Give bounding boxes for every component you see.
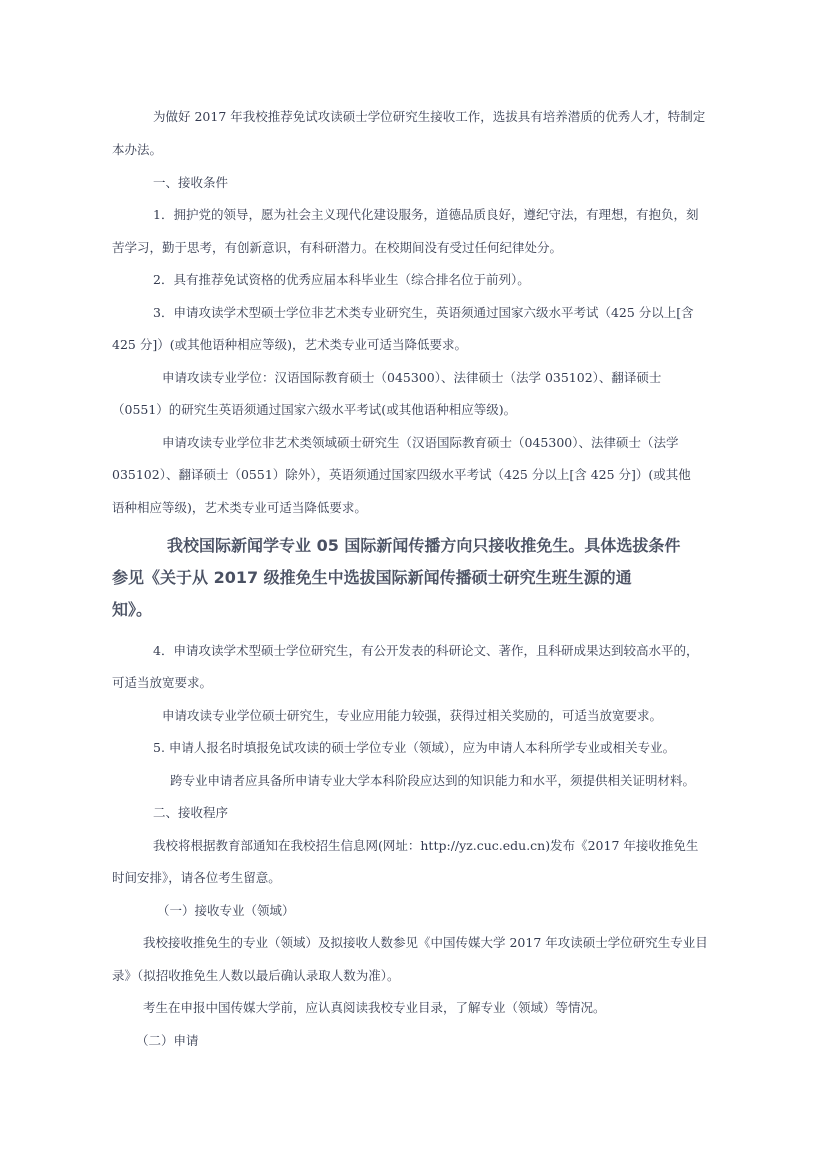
- condition-3-professional-line-2: （0551）的研究生英语须通过国家六级水平考试(或其他语种相应等级)。: [112, 402, 517, 417]
- condition-2: 2．具有推荐免试资格的优秀应届本科毕业生（综合排名位于前列）。: [153, 272, 530, 287]
- procedure-paragraph-line-1: 我校将根据教育部通知在我校招生信息网(网址：http://yz.cuc.edu.cn)发布《2017 年接收推免生: [153, 838, 699, 853]
- condition-5-cross-major: 跨专业申请者应具备所申请专业大学本科阶段应达到的知识能力和水平，须提供相关证明材料。: [170, 773, 696, 788]
- bold-notice-line-1: 我校国际新闻学专业 05 国际新闻传播方向只接收推免生。具体选拔条件: [167, 536, 681, 555]
- bold-notice-line-3: 知》。: [112, 600, 153, 619]
- condition-1-line-2: 苦学习，勤于思考，有创新意识，有科研潜力。在校期间没有受过任何纪律处分。: [112, 240, 563, 255]
- condition-4-line-2: 可适当放宽要求。: [112, 675, 213, 690]
- section-heading-conditions: 一、接收条件: [153, 175, 229, 190]
- condition-3-line-1: 3．申请攻读学术型硕士学位非艺术类专业研究生，英语须通过国家六级水平考试（425 分以上[含: [153, 305, 694, 320]
- condition-4-professional: 申请攻读专业学位硕士研究生，专业应用能力较强，获得过相关奖励的，可适当放宽要求。: [162, 708, 663, 723]
- condition-3-nonart-line-3: 语种相应等级)，艺术类专业可适当降低要求。: [112, 500, 367, 515]
- condition-1-line-1: 1．拥护党的领导，愿为社会主义现代化建设服务，道德品质良好，遵纪守法，有理想，有抱负，刻: [153, 207, 699, 222]
- condition-3-professional-line-1: 申请攻读专业学位：汉语国际教育硕士（045300）、法律硕士（法学 035102）、翻译硕士: [162, 370, 662, 385]
- majors-paragraph-line-2: 录》（拟招收推免生人数以最后确认录取人数为准）。: [112, 968, 400, 983]
- subheading-majors: （一）接收专业（领域）: [157, 903, 295, 918]
- condition-4-line-1: 4．申请攻读学术型硕士学位研究生，有公开发表的科研论文、著作，且科研成果达到较高水平的，: [153, 643, 699, 658]
- bold-notice-line-2: 参见《关于从 2017 级推免生中选拔国际新闻传播硕士研究生班生源的通: [112, 568, 632, 587]
- intro-paragraph-line-1: 为做好 2017 年我校推荐免试攻读硕士学位研究生接收工作，选拔具有培养潜质的优秀人才，特制定: [153, 109, 706, 124]
- condition-3-nonart-line-1: 申请攻读专业学位非艺术类领域硕士研究生（汉语国际教育硕士（045300）、法律硕士（法学: [162, 435, 679, 450]
- section-heading-procedure: 二、接收程序: [153, 805, 229, 820]
- intro-paragraph-line-2: 本办法。: [112, 142, 163, 157]
- majors-paragraph-line-1: 我校接收推免生的专业（领域）及拟接收人数参见《中国传媒大学 2017 年攻读硕士学位研究生专业目: [143, 935, 708, 950]
- majors-catalog-advice: 考生在申报中国传媒大学前，应认真阅读我校专业目录，了解专业（领域）等情况。: [143, 1000, 606, 1015]
- subheading-application: （二）申请: [136, 1033, 199, 1048]
- condition-3-line-2: 425 分]）(或其他语种相应等级)，艺术类专业可适当降低要求。: [112, 337, 467, 352]
- condition-5: 5. 申请人报名时填报免试攻读的硕士学位专业（领域），应为申请人本科所学专业或相关专业。: [153, 740, 676, 755]
- condition-3-nonart-line-2: 035102）、翻译硕士（0551）除外），英语须通过国家四级水平考试（425 分以上[含 425 分]）(或其他: [112, 467, 691, 482]
- procedure-paragraph-line-2: 时间安排》，请各位考生留意。: [112, 870, 281, 885]
